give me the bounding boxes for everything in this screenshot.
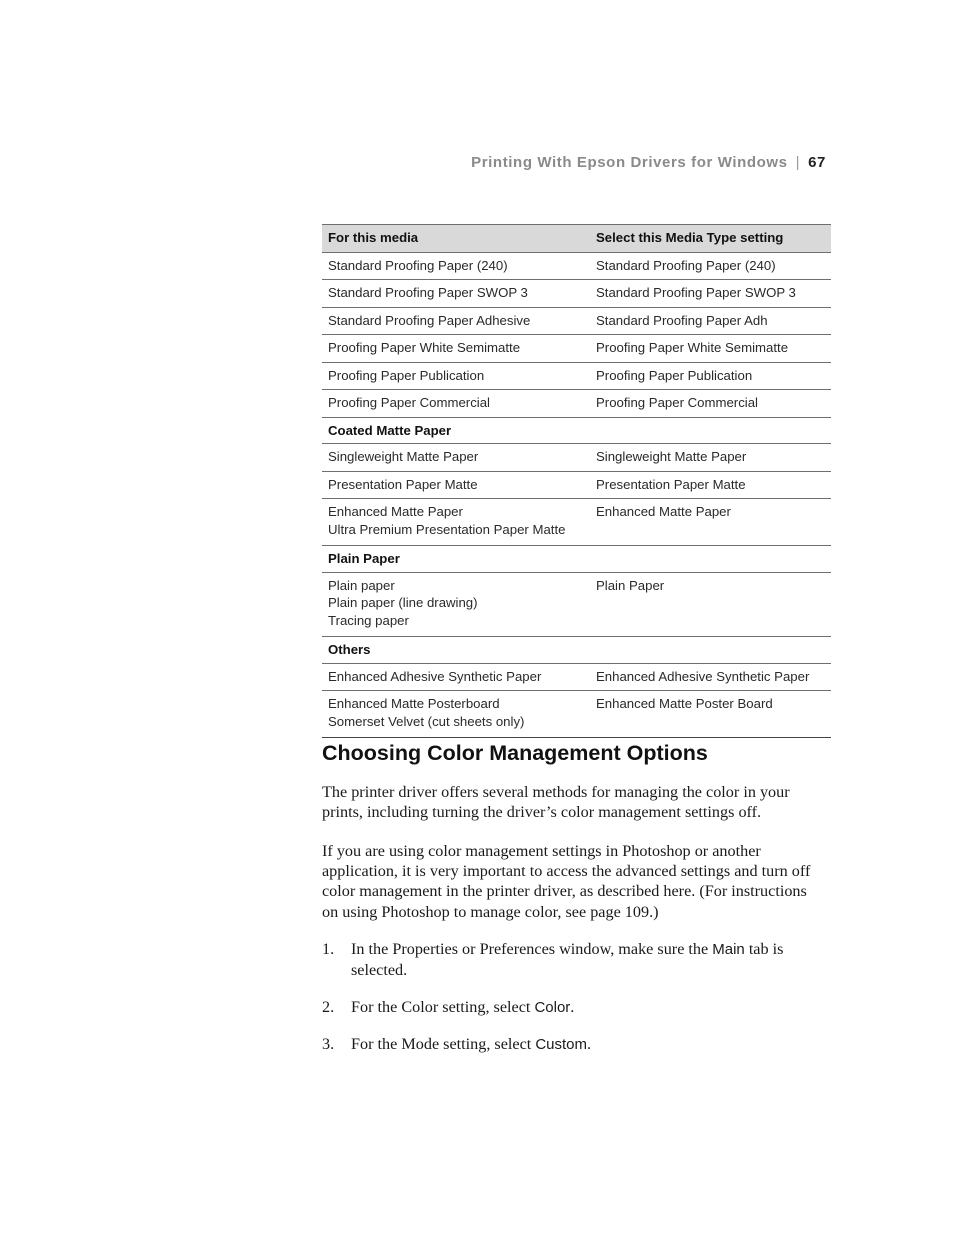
photoshop-paragraph: If you are using color management settings in Photoshop or another application, it is very important to access the advanced settings and turn off color management in the printer driver, as described here. (For instructions on using Photoshop to manage color, see page 109.) bbox=[322, 842, 811, 921]
step-number: 3. bbox=[322, 1035, 335, 1053]
setting-cell: Proofing Paper Commercial bbox=[590, 390, 831, 418]
section-label: Coated Matte Paper bbox=[322, 417, 590, 444]
setting-cell: Singleweight Matte Paper bbox=[590, 444, 831, 472]
setting-cell: Enhanced Adhesive Synthetic Paper bbox=[590, 663, 831, 691]
media-cell bbox=[322, 499, 590, 546]
section-title: Choosing Color Management Options bbox=[322, 741, 708, 765]
setting-cell: Enhanced Matte Poster Board bbox=[590, 691, 831, 738]
media-name: Enhanced Matte Paper bbox=[328, 504, 463, 519]
step-text: In the Properties or Preferences window, make sure the Main tab is selected. bbox=[351, 940, 784, 980]
media-name: Plain paper (line drawing) bbox=[328, 595, 478, 610]
table-row bbox=[322, 471, 831, 499]
table-header-row bbox=[322, 225, 831, 253]
setting-cell: Standard Proofing Paper SWOP 3 bbox=[590, 280, 831, 308]
media-cell bbox=[322, 444, 590, 472]
setting-cell: Presentation Paper Matte bbox=[590, 471, 831, 499]
step-number: 2. bbox=[322, 998, 335, 1016]
ui-term-color: Color bbox=[534, 999, 571, 1016]
running-header bbox=[300, 154, 826, 171]
media-name: Plain paper bbox=[328, 577, 395, 593]
table-section-row bbox=[322, 417, 831, 444]
media-cell bbox=[322, 471, 590, 499]
setting-cell: Enhanced Matte Paper bbox=[590, 499, 831, 546]
table-row bbox=[322, 444, 831, 472]
section-label: Plain Paper bbox=[322, 546, 590, 573]
table-row bbox=[322, 280, 831, 308]
running-header-title: Printing With Epson Drivers for Windows bbox=[471, 154, 788, 171]
step-3 bbox=[322, 1034, 827, 1055]
section-empty-cell bbox=[590, 417, 831, 444]
step-text: For the Mode setting, select Custom. bbox=[351, 1035, 592, 1053]
media-name: Standard Proofing Paper SWOP 3 bbox=[328, 285, 528, 300]
setting-cell: Standard Proofing Paper (240) bbox=[590, 252, 831, 280]
media-name: Enhanced Adhesive Synthetic Paper bbox=[328, 668, 542, 684]
table-section-row bbox=[322, 637, 831, 664]
column-header-setting: Select this Media Type setting bbox=[590, 225, 831, 253]
media-cell bbox=[322, 572, 590, 637]
media-cell bbox=[322, 280, 590, 308]
media-type-table bbox=[322, 224, 831, 738]
setting-cell: Standard Proofing Paper Adh bbox=[590, 307, 831, 335]
section-label: Others bbox=[322, 637, 590, 664]
step-number: 1. bbox=[322, 940, 335, 958]
media-name: Standard Proofing Paper (240) bbox=[328, 257, 508, 273]
page-number: 67 bbox=[808, 154, 826, 171]
media-name: Standard Proofing Paper Adhesive bbox=[328, 312, 531, 328]
table-row bbox=[322, 390, 831, 418]
ui-term-custom: Custom bbox=[535, 1036, 588, 1053]
intro-paragraph: The printer driver offers several methods for managing the color in your prints, including turning the driver’s color management settings off. bbox=[322, 783, 790, 822]
media-cell bbox=[322, 335, 590, 363]
media-name: Proofing Paper Commercial bbox=[328, 395, 490, 410]
table-row bbox=[322, 252, 831, 280]
media-name: Ultra Premium Presentation Paper Matte bbox=[328, 521, 566, 537]
column-header-media: For this media bbox=[322, 225, 590, 253]
setting-cell: Plain Paper bbox=[590, 572, 831, 637]
media-name: Enhanced Matte Posterboard bbox=[328, 696, 500, 711]
table-row bbox=[322, 691, 831, 738]
step-2 bbox=[322, 997, 827, 1018]
table-section-row bbox=[322, 546, 831, 573]
header-separator: | bbox=[795, 154, 801, 171]
setting-cell: Proofing Paper Publication bbox=[590, 362, 831, 390]
section-empty-cell bbox=[590, 546, 831, 573]
table-row bbox=[322, 663, 831, 691]
ui-term-main: Main bbox=[712, 941, 745, 958]
table-row bbox=[322, 362, 831, 390]
media-name: Presentation Paper Matte bbox=[328, 476, 478, 492]
media-cell bbox=[322, 307, 590, 335]
table-row bbox=[322, 307, 831, 335]
media-cell bbox=[322, 663, 590, 691]
table-row bbox=[322, 335, 831, 363]
media-cell bbox=[322, 691, 590, 738]
table-row bbox=[322, 499, 831, 546]
table-row bbox=[322, 572, 831, 637]
media-name: Somerset Velvet (cut sheets only) bbox=[328, 713, 525, 729]
media-name: Proofing Paper Publication bbox=[328, 367, 485, 383]
section-empty-cell bbox=[590, 637, 831, 664]
step-1 bbox=[322, 939, 827, 980]
media-name: Tracing paper bbox=[328, 612, 409, 628]
media-name: Singleweight Matte Paper bbox=[328, 449, 479, 464]
step-text: For the Color setting, select Color. bbox=[351, 998, 575, 1016]
media-cell bbox=[322, 252, 590, 280]
media-cell bbox=[322, 390, 590, 418]
media-name: Proofing Paper White Semimatte bbox=[328, 340, 521, 355]
setting-cell: Proofing Paper White Semimatte bbox=[590, 335, 831, 363]
media-cell bbox=[322, 362, 590, 390]
